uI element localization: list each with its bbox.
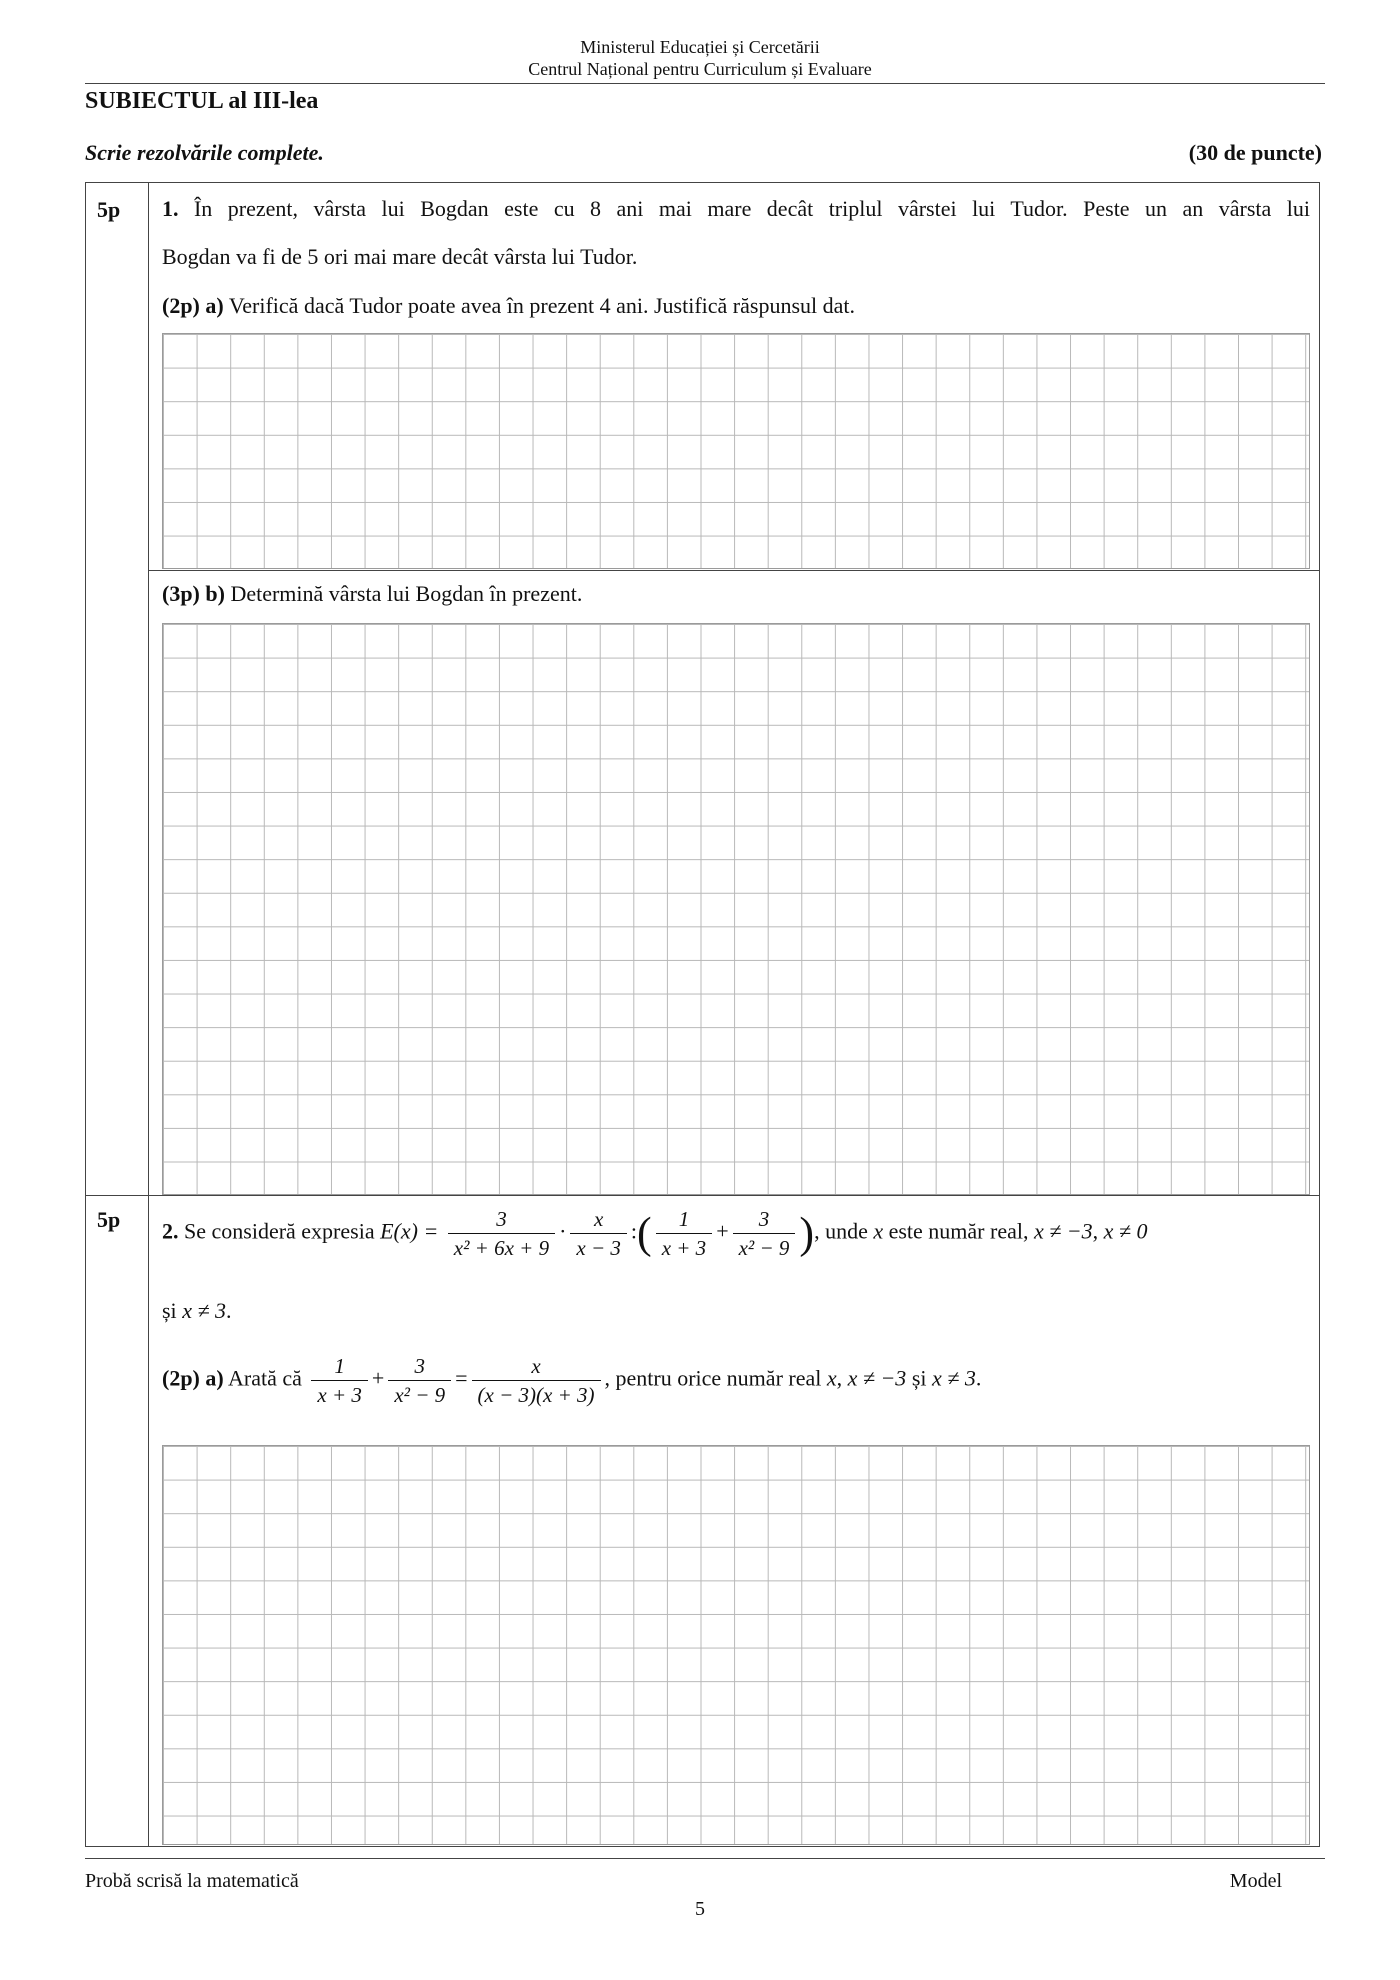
problem1-part-a-label: a) [205, 293, 224, 318]
problem2-part-a-label: a) [205, 1365, 224, 1391]
fraction-2 [570, 1205, 627, 1262]
a-si: și [911, 1365, 927, 1391]
plus-operator: + [716, 1218, 729, 1244]
points-total: (30 de puncte) [1188, 140, 1322, 165]
a-tail-text: , pentru orice număr real [604, 1365, 822, 1391]
problem1-part-b [162, 580, 582, 608]
a-plus-operator: + [371, 1365, 385, 1391]
fraction-4-numerator: 3 [758, 1207, 770, 1231]
footer-left: Probă scrisă la matematică [85, 1870, 299, 1892]
condition-comma: , [1092, 1218, 1099, 1244]
fraction-2-denominator: x − 3 [570, 1233, 627, 1262]
a-fraction-2 [388, 1352, 451, 1409]
fraction-4-denominator: x² − 9 [733, 1233, 796, 1262]
a-comma: , [836, 1365, 843, 1391]
footer-rule [85, 1858, 1325, 1859]
condition-period: . [226, 1298, 232, 1323]
problem2-part-a-points: (2p) [162, 1365, 200, 1391]
problem1-text-line2: Bogdan va fi de 5 ori mai mare decât vârsta lui Tudor. [162, 244, 638, 269]
fraction-3-denominator: x + 3 [656, 1233, 713, 1262]
colon-operator: : [630, 1218, 638, 1244]
a-rhs-fraction [472, 1352, 601, 1409]
ministry-name: Ministerul Educației și Cercetării [580, 37, 820, 57]
real-text: este număr real, [888, 1218, 1029, 1244]
a-condition-1: x ≠ −3 [847, 1365, 907, 1391]
after-expression: , unde [814, 1218, 868, 1244]
answer-grid-1b[interactable] [162, 623, 1310, 1195]
problem2-part-a-intro: Arată că [228, 1365, 302, 1391]
footer-right: Model [1229, 1870, 1282, 1892]
a-variable-x: x [826, 1365, 837, 1391]
subject-title: SUBIECTUL al III-lea [85, 88, 319, 114]
a-period: . [975, 1365, 982, 1391]
fraction-2-numerator: x [593, 1207, 604, 1231]
condition-2: x ≠ 0 [1103, 1218, 1148, 1244]
problem1-part-b-text: Determină vârsta lui Bogdan în prezent. [230, 581, 583, 606]
instruction: Scrie rezolvările complete. [85, 140, 324, 165]
header-rule [85, 83, 1325, 84]
problem2-part-a [162, 1352, 981, 1409]
center-name: Centrul Național pentru Curriculum și Evaluare [528, 59, 872, 79]
problem1-part-a-text: Verifică dacă Tudor poate avea în prezent 4 ani. Justifică răspunsul dat. [228, 293, 856, 318]
variable-x: x [873, 1218, 884, 1244]
problem1-part-b-label: b) [205, 581, 225, 606]
condition-3: x ≠ 3 [182, 1298, 227, 1323]
right-paren: ) [799, 1208, 815, 1258]
problem1-text-line1: În prezent, vârsta lui Bogdan este cu 8 ani mai mare decât triplul vârstei lui Tudor. Peste un an vârsta lui [193, 196, 1311, 221]
fraction-4 [733, 1205, 796, 1262]
si-conjunction: și [162, 1298, 177, 1323]
a-equals: = [455, 1365, 468, 1391]
problem2-points: 5p [97, 1207, 121, 1232]
fraction-3-numerator: 1 [678, 1207, 690, 1231]
a-fraction-2-denominator: x² − 9 [388, 1380, 451, 1409]
problem1-part-a-points: (2p) [162, 293, 200, 318]
dot-operator: · [559, 1218, 567, 1244]
left-paren: ( [637, 1208, 652, 1258]
a-fraction-1-numerator: 1 [334, 1354, 345, 1378]
page-number: 5 [695, 1898, 705, 1920]
problem2-statement [162, 1205, 1322, 1262]
fraction-3 [656, 1205, 713, 1262]
answer-grid-2a[interactable] [162, 1445, 1310, 1845]
a-fraction-2-numerator: 3 [414, 1354, 425, 1378]
fraction-1 [448, 1205, 555, 1262]
a-rhs-denominator: (x − 3)(x + 3) [472, 1380, 601, 1409]
points-column-divider [148, 182, 149, 1847]
fraction-1-denominator: x² + 6x + 9 [448, 1233, 555, 1262]
answer-grid-1a[interactable] [162, 333, 1310, 569]
condition-1: x ≠ −3 [1033, 1218, 1093, 1244]
a-fraction-1 [311, 1352, 368, 1409]
problem1-part-a [162, 292, 855, 320]
problem2-intro: Se consideră expresia [184, 1218, 375, 1244]
problem-divider [85, 1195, 1320, 1196]
problem1-statement-line1 [162, 195, 1310, 223]
a-fraction-1-denominator: x + 3 [311, 1380, 368, 1409]
problem1-part-b-points: (3p) [162, 581, 200, 606]
a-rhs-numerator: x [531, 1354, 541, 1378]
expression-lhs: E(x) = [380, 1218, 439, 1244]
part-divider-1 [148, 570, 1320, 571]
problem2-number: 2. [162, 1218, 179, 1244]
problem1-points: 5p [97, 197, 121, 222]
fraction-1-numerator: 3 [496, 1207, 507, 1231]
a-condition-2: x ≠ 3 [932, 1365, 976, 1391]
problem2-condition-line [162, 1297, 232, 1325]
problem1-number: 1. [162, 196, 179, 221]
